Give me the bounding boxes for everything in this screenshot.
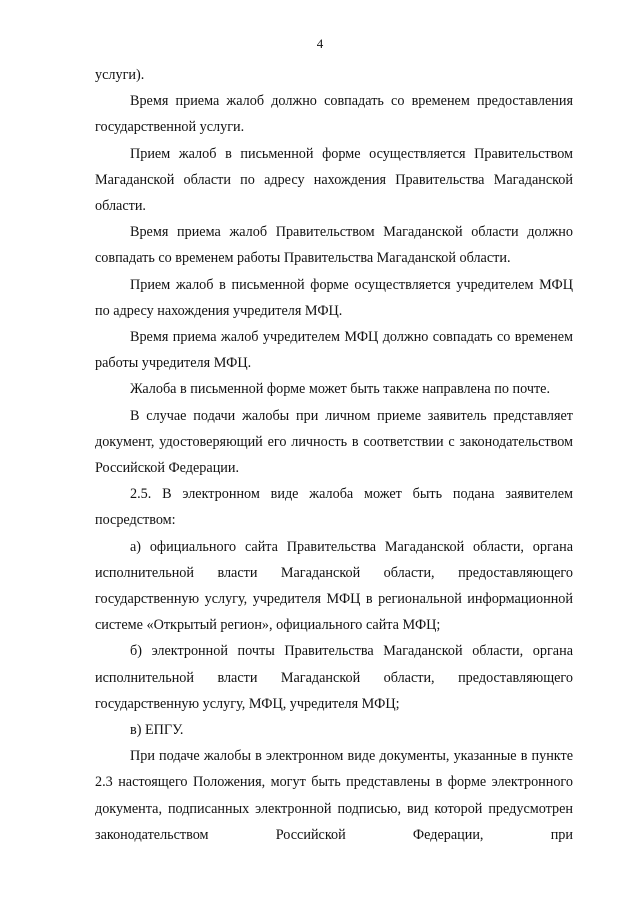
paragraph-written-mfc-founder: Прием жалоб в письменной форме осуществляется учредителем МФЦ по адресу нахождения учредителя МФЦ. xyxy=(95,276,573,319)
paragraph-reception-time: Время приема жалоб должно совпадать со временем предоставления государственной услуги. xyxy=(95,93,573,136)
list-item-a: а) официального сайта Правительства Магаданской области, органа исполнительной власти Магаданской области, предоставляющего государственную услугу, учредителя МФЦ в региональной информационной системе «Открытый регион», официального сайта МФЦ; xyxy=(95,538,573,634)
paragraph-personal-reception: В случае подачи жалобы при личном приеме заявитель представляет документ, удостоверяющий его личность в соответствии с законодательством Российской Федерации. xyxy=(95,407,573,477)
paragraph-government-time: Время приема жалоб Правительством Магаданской области должно совпадать со временем работы Правительства Магаданской области. xyxy=(95,224,573,267)
paragraph-electronic-documents: При подаче жалобы в электронном виде документы, указанные в пункте 2.3 настоящего Положения, могут быть представлены в форме электронного документа, подписанных электронной подписью, вид которой предусмотрен законодательством Российской Федерации, при xyxy=(95,748,573,843)
list-item-c: в) ЕПГУ. xyxy=(130,722,184,739)
paragraph-written-government: Прием жалоб в письменной форме осуществляется Правительством Магаданской области по адресу нахождения Правительства Магаданской области. xyxy=(95,145,573,215)
document-body xyxy=(95,62,573,848)
page-number: 4 xyxy=(316,36,324,51)
paragraph-mfc-founder-time: Время приема жалоб учредителем МФЦ должно совпадать со временем работы учредителя МФЦ. xyxy=(95,329,573,372)
paragraph-section-2-5: 2.5. В электронном виде жалоба может быть подана заявителем посредством: xyxy=(95,486,573,529)
list-item-b: б) электронной почты Правительства Магаданской области, органа исполнительной власти Магаданской области, предоставляющего государственную услугу, МФЦ, учредителя МФЦ; xyxy=(95,643,573,712)
paragraph-continuation: услуги). xyxy=(95,67,145,83)
paragraph-by-mail: Жалоба в письменной форме может быть также направлена по почте. xyxy=(130,381,551,398)
